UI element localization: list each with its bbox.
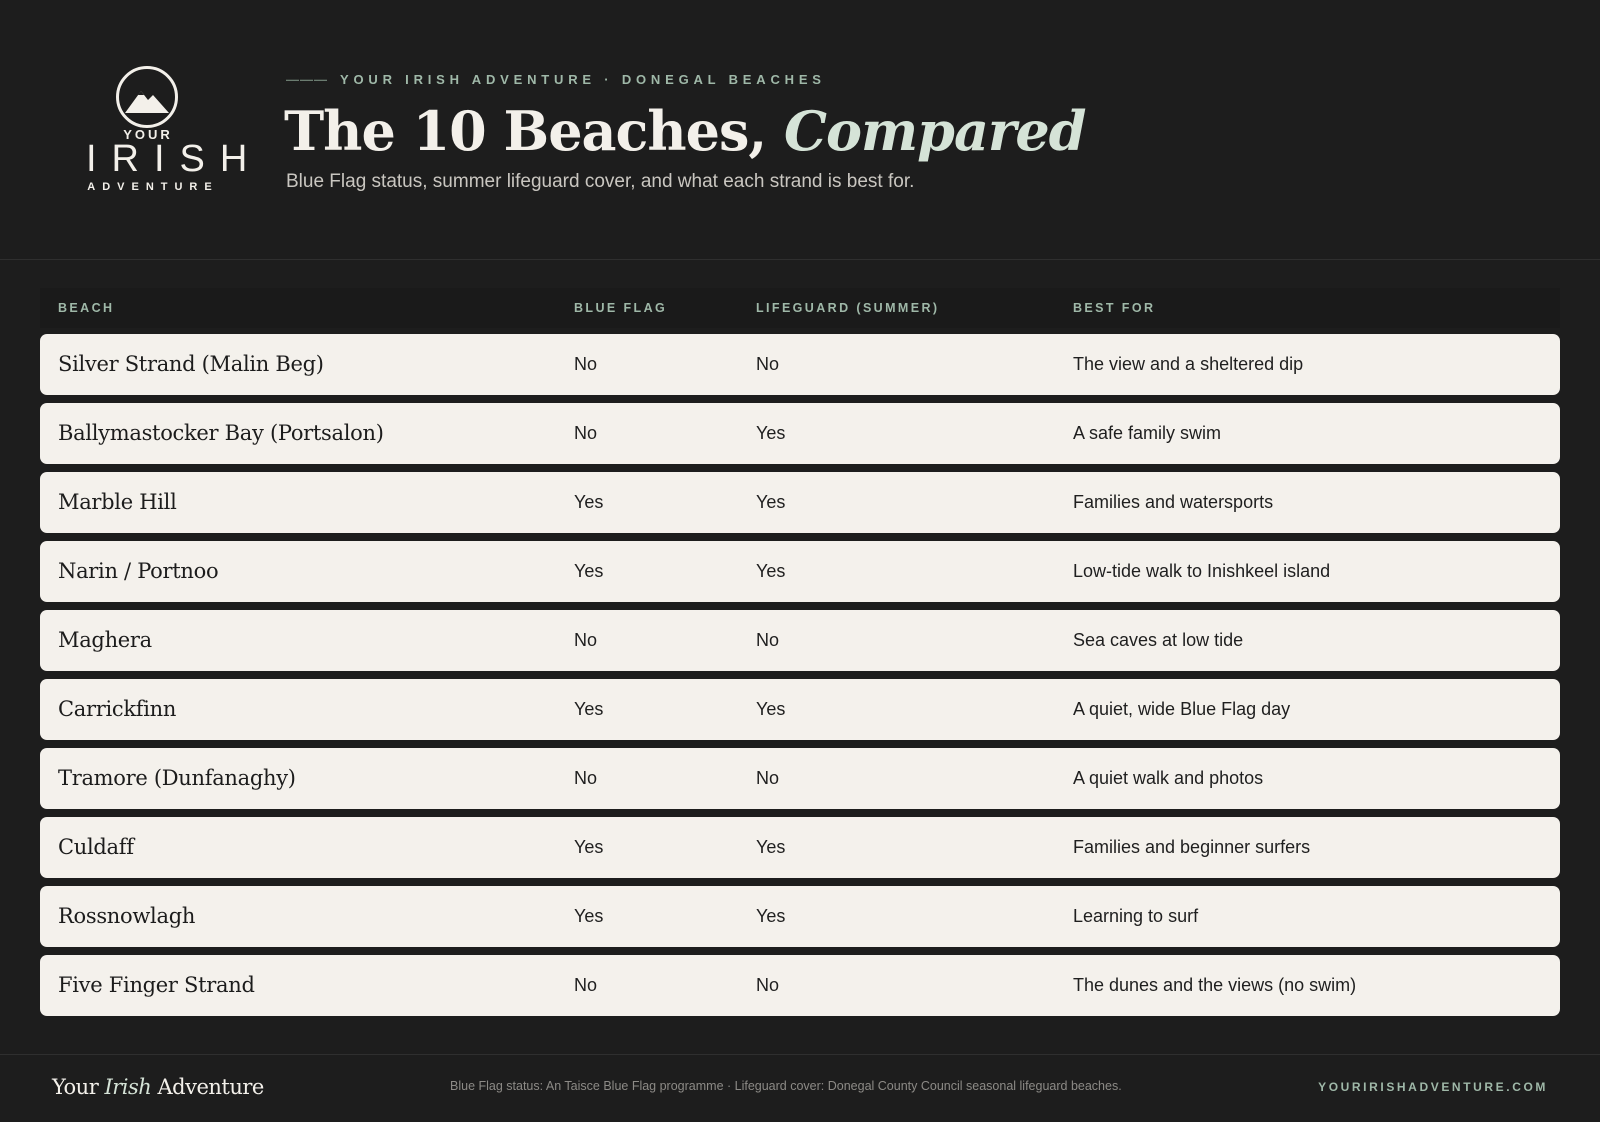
page-subtitle: Blue Flag status, summer lifeguard cover, and what each strand is best for. xyxy=(286,171,915,192)
best-for-value: Low-tide walk to Inishkeel island xyxy=(1073,561,1331,581)
footer-brand-accent: Irish xyxy=(104,1075,152,1099)
footer-website-link[interactable]: YOURIRISHADVENTURE.COM xyxy=(1318,1080,1548,1094)
table-row xyxy=(40,817,1560,878)
lifeguard-value: Yes xyxy=(756,837,786,857)
page-footer xyxy=(0,1054,1600,1122)
beach-name: Ballymastocker Bay (Portsalon) xyxy=(58,421,384,445)
best-for-value: The view and a sheltered dip xyxy=(1073,354,1304,374)
eyebrow-dash: ——— xyxy=(286,72,328,87)
lifeguard-value: Yes xyxy=(756,699,786,719)
beach-name: Five Finger Strand xyxy=(58,973,255,997)
blue-flag-value: No xyxy=(574,975,598,995)
beach-name: Tramore (Dunfanaghy) xyxy=(58,766,296,790)
best-for-value: Families and beginner surfers xyxy=(1073,837,1311,857)
beach-name: Rossnowlagh xyxy=(58,904,196,928)
beach-name: Maghera xyxy=(58,628,152,652)
lifeguard-value: No xyxy=(756,354,780,374)
column-header-beach: BEACH xyxy=(58,301,115,315)
beach-name: Narin / Portnoo xyxy=(58,559,219,583)
column-header-lifeguard: LIFEGUARD (SUMMER) xyxy=(756,301,940,315)
blue-flag-value: Yes xyxy=(574,699,604,719)
blue-flag-value: No xyxy=(574,630,598,650)
column-header-best-for: BEST FOR xyxy=(1073,301,1156,315)
beach-table xyxy=(40,334,1560,1024)
lifeguard-value: No xyxy=(756,768,780,788)
table-row xyxy=(40,403,1560,464)
page-title-accent: Compared xyxy=(784,99,1086,163)
lifeguard-value: Yes xyxy=(756,561,786,581)
beach-name: Carrickfinn xyxy=(58,697,177,721)
best-for-value: The dunes and the views (no swim) xyxy=(1073,975,1357,995)
best-for-value: Families and watersports xyxy=(1073,492,1274,512)
best-for-value: A quiet walk and photos xyxy=(1073,768,1264,788)
best-for-value: Learning to surf xyxy=(1073,906,1199,926)
eyebrow-text: YOUR IRISH ADVENTURE · DONEGAL BEACHES xyxy=(340,72,826,87)
table-header xyxy=(40,288,1560,328)
best-for-value: Sea caves at low tide xyxy=(1073,630,1244,650)
logo-text-your: YOUR xyxy=(123,127,173,142)
footer-brand-post: Adventure xyxy=(157,1075,264,1099)
beach-name: Silver Strand (Malin Beg) xyxy=(58,352,324,376)
brand-logo[interactable] xyxy=(68,64,263,204)
lifeguard-value: No xyxy=(756,975,780,995)
table-row xyxy=(40,886,1560,947)
logo-text-adventure: ADVENTURE xyxy=(87,181,219,193)
lifeguard-value: Yes xyxy=(756,906,786,926)
blue-flag-value: No xyxy=(574,768,598,788)
lifeguard-value: Yes xyxy=(756,492,786,512)
table-row xyxy=(40,679,1560,740)
blue-flag-value: Yes xyxy=(574,492,604,512)
table-row xyxy=(40,955,1560,1016)
table-row xyxy=(40,472,1560,533)
beach-name: Marble Hill xyxy=(58,490,177,514)
blue-flag-value: Yes xyxy=(574,561,604,581)
lifeguard-value: Yes xyxy=(756,423,786,443)
footer-brand[interactable] xyxy=(52,1075,264,1099)
column-header-blue-flag: BLUE FLAG xyxy=(574,301,668,315)
table-row xyxy=(40,334,1560,395)
footer-source-note: Blue Flag status: An Taisce Blue Flag programme · Lifeguard cover: Donegal County Council seasonal lifeguard beaches. xyxy=(450,1079,1122,1093)
blue-flag-value: No xyxy=(574,423,598,443)
blue-flag-value: Yes xyxy=(574,837,604,857)
table-row xyxy=(40,541,1560,602)
best-for-value: A quiet, wide Blue Flag day xyxy=(1073,699,1291,719)
mountain-icon xyxy=(116,66,178,128)
table-row xyxy=(40,610,1560,671)
page-title xyxy=(284,98,1086,164)
beach-name: Culdaff xyxy=(58,835,134,859)
page-title-main: The 10 Beaches, xyxy=(284,99,767,163)
lifeguard-value: No xyxy=(756,630,780,650)
page-header xyxy=(0,0,1600,260)
eyebrow-label xyxy=(286,72,826,87)
best-for-value: A safe family swim xyxy=(1073,423,1222,443)
blue-flag-value: Yes xyxy=(574,906,604,926)
blue-flag-value: No xyxy=(574,354,598,374)
footer-brand-pre: Your xyxy=(52,1075,99,1099)
logo-text-irish: IRISH xyxy=(86,138,263,180)
table-row xyxy=(40,748,1560,809)
